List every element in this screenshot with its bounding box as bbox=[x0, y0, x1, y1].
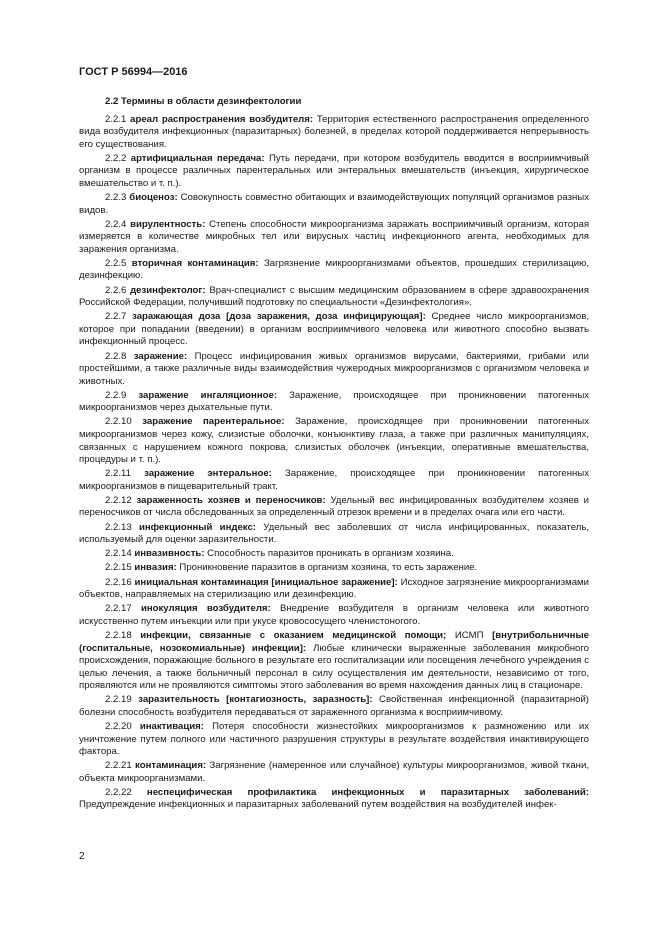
term-number: 2.2.6 bbox=[105, 284, 127, 296]
term-entry bbox=[79, 603, 589, 628]
term-number: 2.2.1 bbox=[105, 113, 127, 125]
term-entry bbox=[79, 495, 589, 520]
term-entry bbox=[79, 153, 589, 191]
term-entry bbox=[79, 694, 589, 719]
term-name: инвазивность: bbox=[134, 548, 205, 560]
term-definition: Способность паразитов проникать в организм хозяина. bbox=[207, 548, 454, 560]
term-name: артифициальная передача: bbox=[130, 152, 265, 164]
term-number: 2.2.5 bbox=[105, 257, 127, 269]
term-definition: Заражение, происходящее при проникновении патогенных микроорганизмов в пищеварительный тракт. bbox=[79, 468, 590, 492]
term-name: инвазия: bbox=[134, 562, 177, 574]
term-definition: Процесс инфицирования живых организмов вирусами, бактериями, грибами или простейшими, а также различные виды взаимодействия чужеродных микроорганизмов с организмом человека и животных. bbox=[79, 350, 590, 387]
term-number: 2.2.8 bbox=[105, 350, 127, 362]
term-entry bbox=[79, 630, 589, 693]
term-definition: Загрязнение микроорганизмами объектов, прошедших стерилизацию, дезинфекцию. bbox=[79, 257, 589, 282]
term-name: заразительность [контагиозность, заразность]: bbox=[138, 694, 373, 706]
term-number: 2.2.4 bbox=[105, 218, 127, 230]
term-definition: Свойственная инфекционной (паразитарной) болезни способность возбудителя передаваться от зараженного организма к восприимчивому. bbox=[79, 694, 590, 718]
term-number: 2.2.18 bbox=[105, 629, 132, 641]
term-definition: Проникновение паразитов в организм хозяина, то есть заражение. bbox=[179, 562, 478, 574]
term-name: инфекционный индекс: bbox=[138, 521, 257, 533]
term-name: вирулентность: bbox=[130, 218, 206, 230]
term-name: контаминация: bbox=[135, 760, 207, 772]
term-definition: Исходное загрязнение микроорганизмами объектов, направляемых на стерилизацию или дезинфекцию. bbox=[79, 576, 589, 601]
term-entry bbox=[79, 760, 589, 785]
term-name: вторичная контаминация: bbox=[131, 257, 259, 269]
term-list bbox=[79, 114, 589, 812]
term-name: заражение ингаляционное: bbox=[138, 389, 278, 401]
term-number: 2.2.17 bbox=[105, 603, 132, 615]
term-number: 2.2.14 bbox=[105, 548, 132, 560]
term-entry bbox=[79, 787, 589, 812]
term-entry bbox=[79, 311, 589, 349]
term-entry bbox=[79, 548, 589, 561]
term-name: инокуляция возбудителя: bbox=[140, 603, 271, 615]
term-definition: Заражение, происходящее при проникновении патогенных микроорганизмов через кожу, слизистые оболочки, конъюнктиву глаза, а также при различных манипуляциях, связанных с нарушением кожного покрова, слизистых оболочек (инъекции, оперативные вмешательства, процедуры и т. п.). bbox=[79, 416, 589, 466]
term-number: 2.2.20 bbox=[105, 720, 132, 732]
term-number: 2.2.10 bbox=[105, 416, 132, 428]
term-definition: Степень способности микроорганизма заражать восприимчивый организм, которая измеряется в количестве микробных тел или вирусных частиц инфекционного агента, необходимых для заражения организма. bbox=[79, 218, 590, 255]
term-number: 2.2.3 bbox=[105, 192, 127, 204]
term-number: 2.2.21 bbox=[105, 760, 132, 772]
term-entry bbox=[79, 192, 589, 217]
term-name: зараженность хозяев и переносчиков: bbox=[136, 494, 326, 506]
term-name: заражающая доза [доза заражения, доза инфицирующая]: bbox=[132, 311, 426, 323]
term-entry bbox=[79, 577, 589, 602]
term-entry bbox=[79, 219, 589, 257]
term-number: 2.2.22 bbox=[105, 786, 132, 798]
document-header: ГОСТ Р 56994—2016 bbox=[79, 66, 188, 78]
term-entry bbox=[79, 562, 589, 575]
term-definition: Потеря способности жизнестойких микроорганизмов к размножению или их уничтожение путем полного или частичного разрушения структуры в результате воздействия инактивирующего фактора. bbox=[79, 720, 589, 758]
term-definition: Внедрение возбудителя в организм человека или животного искусственно путем инъекции или при укусе кровососущего членистоногого. bbox=[79, 603, 589, 627]
term-number: 2.2.9 bbox=[105, 389, 127, 401]
term-definition: Заражение, происходящее при проникновении патогенных микроорганизмов через дыхательные пути. bbox=[79, 389, 590, 414]
term-name: инициальная контаминация [инициальное заражение]: bbox=[134, 576, 398, 588]
term-definition: Удельный вес инфицированных возбудителем хозяев и переносчиков от числа обследованных за определенный отрезок времени и в пределах очага или его части. bbox=[79, 494, 590, 519]
term-entry bbox=[79, 285, 589, 310]
document-body bbox=[79, 96, 589, 814]
term-name: заражение: bbox=[133, 350, 188, 362]
term-number: 2.2.2 bbox=[105, 152, 127, 164]
term-name: инфекции, связанные с оказанием медицинской помощи; bbox=[140, 629, 447, 641]
term-entry bbox=[79, 258, 589, 283]
term-abbreviation: ИСМП bbox=[454, 629, 484, 641]
term-number: 2.2.16 bbox=[105, 576, 132, 588]
term-name: заражение энтеральное: bbox=[144, 468, 272, 480]
term-name: дезинфектолог: bbox=[130, 284, 206, 296]
term-definition: Путь передачи, при котором возбудитель вводится в восприимчивый организм в процессе различных парентеральных или энтеральных вмешательств (инъекция, хирургическое вмешательство и т. п.). bbox=[79, 152, 589, 189]
page-number: 2 bbox=[79, 851, 85, 862]
term-number: 2.2.13 bbox=[105, 521, 132, 533]
section-title: 2.2 Термины в области дезинфектологии bbox=[105, 96, 302, 107]
term-name: неспецифическая профилактика инфекционных и паразитарных заболеваний: bbox=[146, 786, 589, 798]
term-entry bbox=[79, 468, 589, 493]
term-name: ареал распространения возбудителя: bbox=[130, 113, 314, 125]
term-entry bbox=[79, 390, 589, 415]
term-entry bbox=[79, 114, 589, 152]
term-name: инактивация: bbox=[139, 720, 204, 732]
term-name: биоценоз: bbox=[129, 192, 178, 204]
term-definition: Загрязнение (намеренное или случайное) культуры микроорганизмов, живой ткани, объекта микроорганизмами. bbox=[79, 760, 590, 784]
term-entry bbox=[79, 351, 589, 389]
term-entry bbox=[79, 416, 589, 466]
term-definition: Территория естественного распространения определенного вида возбудителя инфекционных (паразитарных) болезней, в пределах которой поддерживается непрерывность его существования. bbox=[79, 113, 589, 150]
term-number: 2.2.7 bbox=[105, 311, 127, 323]
term-definition: Предупреждение инфекционных и паразитарных заболеваний путем воздействия на возбудителей инфек- bbox=[79, 799, 557, 811]
term-definition: Удельный вес заболевших от числа инфицированных, показатель, используемый для оценки заразительности. bbox=[79, 521, 589, 546]
term-definition: Среднее число микроорганизмов, которое при попадании (введении) в организм восприимчивого человека или животного способно вызвать инфекционный процесс. bbox=[79, 311, 589, 348]
term-definition: Врач-специалист с высшим медицинским образованием в сфере здравоохранения Российской Федерации, получивший подготовку по специальности «Дезинфектология». bbox=[79, 284, 589, 309]
term-name: заражение парентеральное: bbox=[142, 416, 285, 428]
term-number: 2.2.11 bbox=[105, 468, 131, 480]
term-synonyms: [внутрибольничные (госпитальные, нозокомиальные) инфекции]: bbox=[79, 629, 589, 654]
term-number: 2.2.15 bbox=[105, 562, 132, 574]
term-definition: Любые клинически выраженные заболевания микробного происхождения, поражающие больного в результате его госпитализации или посещения лечебного учреждения с целью лечения, а также больничный персонал в силу осуществления им деятельности, независимо от того, проявляются или не проявляются симптомы этого заболевания во время нахождения данных лиц в стационаре. bbox=[79, 642, 589, 692]
term-number: 2.2.12 bbox=[105, 494, 132, 506]
term-entry bbox=[79, 522, 589, 547]
term-definition: Совокупность совместно обитающих и взаимодействующих популяций организмов разных видов. bbox=[79, 192, 589, 216]
term-number: 2.2.19 bbox=[105, 694, 132, 706]
term-entry bbox=[79, 721, 589, 759]
